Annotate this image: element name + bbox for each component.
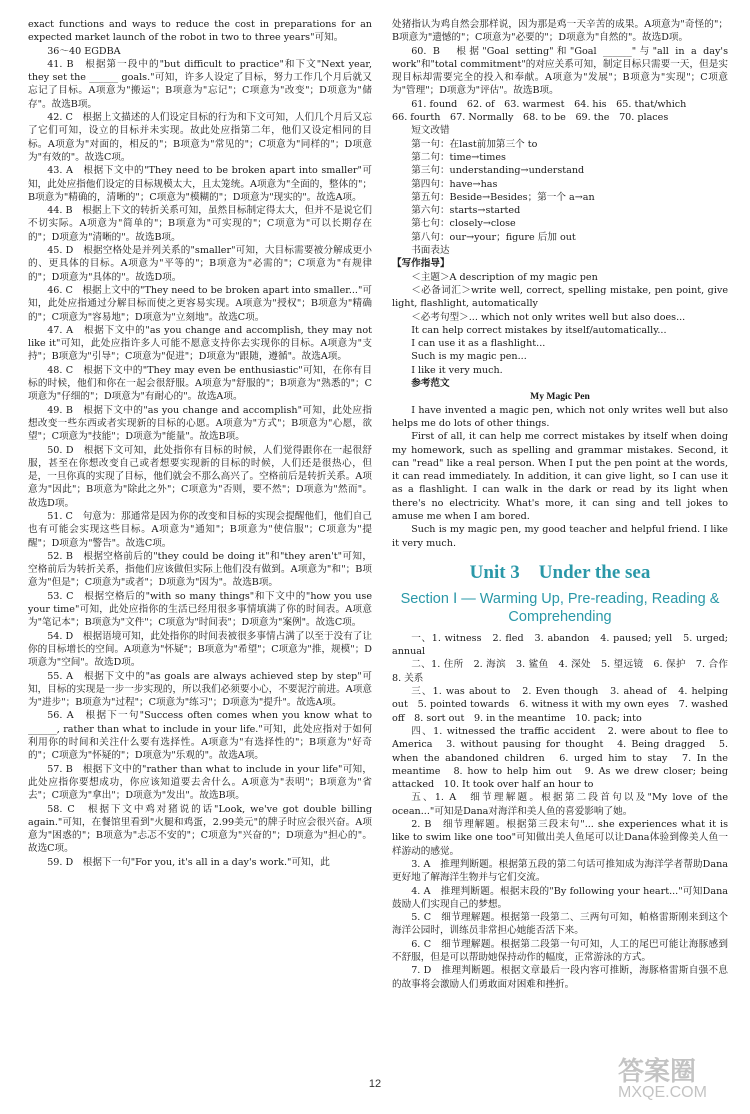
answer-paragraph: 参考范文 [411, 378, 450, 390]
answer-paragraph: 49. B 根据下文中的"as you change and accomplish"可知，此处应指想改变一些东西或者实现新的目标的心愿。A项意为"方式"；B项意为"心愿，欲望"；C项意为"技能"；D项意为"能量"。故选B项。 [28, 404, 372, 443]
answer-paragraph: 48. C 根据下文中的"They may even be enthusiastic"可知，在你有目标的时候，他们和你在一起会很舒服。A项意为"舒服的"；B项意为"熟悉的"；C项意为"仔细的"；D项意为"有耐心的"。故选A项。 [28, 364, 372, 403]
answer-paragraph: 三、1. was about to 2. Even though 3. ahead of 4. helping out 5. pointed towards 6. witness it with my own eyes 7. washed off 8. sort out 9. in the meantime 10. pack; into [392, 686, 728, 724]
answer-paragraph: I can use it as a flashlight... [411, 338, 546, 350]
answer-paragraph: 54. D 根据语境可知，此处指你的时间表被很多事情占满了以至于没有了让你的目标增长的空间。A项意为"怀疑"；B项意为"希望"；C项意为"推，规模"；D项意为"空间"。故选D项。 [28, 630, 372, 669]
answer-paragraph: 7. D 推理判断题。根据文章最后一段内容可推断，海豚格雷斯自强不息的故事将会激励人们勇敢面对困难和挫折。 [392, 965, 728, 990]
answer-paragraph: 50. D 根据下文可知，此处指你有目标的时候，人们觉得跟你在一起很舒服，甚至在你想改变自己或者想要实现新的目标的时候，人们还是很热心，但是，一旦你真的实现了目标，他们就会不那么高兴了。空格前后是转折关系。A项意为"因此"；B项意为"除此之外"；C项意为"否则，要不然"；D项意为"然而"。故选D项。 [28, 444, 372, 509]
answer-paragraph: 第七句：closely→close [411, 218, 516, 230]
answer-paragraph: 56. A 根据下一句"Success often comes when you know what to ______, rather than what to include in your life."可知，此处应指对于如何利用你的时间和关注什么要有选择性。A项意为"有选择性的"；B项意为"好奇的"；C项意为"怀疑的"；D项意为"乐观的"。故选A项。 [28, 710, 372, 762]
answer-paragraph: 36～40 EGDBA [47, 45, 121, 57]
right-column [392, 18, 738, 991]
answer-paragraph: 58. C 根据下文中鸡对猪说的话"Look, we've got double billing again."可知，在餐馆里看到"火腿和鸡蛋，2.99美元"的牌子时应会很兴奋。A项意为"困惑的"；B项意为"忐忑不安的"；C项意为"兴奋的"；D项意为"担心的"。故选C项。 [28, 803, 372, 855]
page-number: 12 [368, 1078, 382, 1090]
answer-paragraph: ＜主题＞A description of my magic pen [411, 271, 598, 283]
answer-paragraph: 短文改错 [411, 125, 450, 137]
answer-paragraph: 57. B 根据下文中的"rather than what to include in your life"可知，此处应指你要想成功，你应该知道要去舍什么。A项意为"表明"；B项意为"省去"；C项意为"拿出"；D项意为"发出"。故选B项。 [28, 763, 372, 802]
essay-paragraph: First of all, it can help me correct mistakes by itself when doing my homework, such as spelling and grammar mistakes. Second, it can "read" like a real person. When I put the pen point at the words, it can read immediately. In addition, it can give light, so I can use it as a flashlight. I can walk in the dark or read by its light when there's no electricity. What's more, it can sing and tell jokes to amuse me when I am bored. [392, 431, 728, 522]
answer-paragraph: Such is my magic pen... [411, 351, 527, 363]
answer-paragraph: 第二句：time→times [411, 151, 506, 163]
answer-paragraph: 44. B 根据上下文的转折关系可知，虽然目标制定得太大，但并不是说它们不切实际。A项意为"简单的"；B项意为"可实现的"；C项意为"可以长期存在的"；D项意为"清晰的"。故选B项。 [28, 205, 372, 243]
answer-paragraph: 61. found 62. of 63. warmest 64. his 65. that/which [411, 98, 687, 110]
answer-paragraph: 60. B 根据"Goal setting"和"Goal ______"与"all in a day's work"和"total commitment"的对应关系可知，制定目标只需要一天，但是实现目标却需要完全的投入和奉献。A项意为"发展"；B项意为"实现"；C项意为"管理"；D项意为"评估"。故选B项。 [392, 45, 728, 97]
answer-paragraph: 6. C 细节理解题。根据第二段第一句可知，人工的尾巴可能让海豚感到不舒服，但是可以帮助她保持动作的幅度，正常游泳的方式。 [392, 938, 728, 963]
answer-paragraph: 55. A 根据下文中的"as goals are always achieved step by step"可知，目标的实现是一步一步实现的，所以我们必须要小心，不要泥泞前进。A项意为"进步"；B项意为"过程"；C项意为"练习"；D项意为"提升"。故选A项。 [28, 670, 372, 709]
answer-paragraph: 45. D 根据空格处是并列关系的"smaller"可知，大目标需要被分解成更小的、更具体的目标。A项意为"平等的"；B项意为"必需的"；C项意为"有规律的"；D项意为"具体的"。故选D项。 [28, 245, 372, 283]
watermark-line1: 答案圈 [618, 1056, 697, 1086]
watermark-logo [618, 1058, 736, 1108]
answer-paragraph: exact functions and ways to reduce the cost in preparations for an expected market launch of the robot in two to three years"可知。 [28, 19, 372, 44]
answer-paragraph: I like it very much. [411, 364, 503, 376]
answer-paragraph: 处猪指认为鸡自然会那样说，因为那是鸡一天辛苦的成果。A项意为"奇怪的"；B项意为"遗憾的"；C项意为"必要的"；D项意为"自然的"。故选D项。 [392, 19, 728, 44]
answer-paragraph: 第八句：our→your；figure 后加 out [411, 231, 576, 243]
answer-paragraph: 52. B 根据空格前后的"they could be doing it"和"they aren't"可知，空格前后为转折关系，指他们应该做但实际上他们没有做到。A项意为"和"；B项意为"但是"；C项意为"或者"；D项意为"因为"。故选B项。 [28, 550, 372, 589]
unit-title: Unit 3 Under the sea [469, 561, 651, 583]
answer-paragraph: 【写作指导】 [392, 258, 450, 270]
answer-paragraph: 第一句：在last前加第三个 to [411, 138, 538, 150]
answer-paragraph: 2. B 细节理解题。根据第三段末句"... she experiences what it is like to swim like one too"可知做出美人鱼尾可以让Dana体验到像美人鱼一样游动的感觉。 [392, 819, 728, 857]
answer-paragraph: 59. D 根据下一句"For you, it's all in a day's work."可知，此 [47, 856, 330, 868]
answer-paragraph: ＜必考句型＞... which not only writes well but also does... [411, 311, 686, 323]
answer-paragraph: 四、1. witnessed the traffic accident 2. were about to flee to America 3. without pausing for thought 4. Being dragged 5. when the abandoned children 6. urged him to stay 7. In the meantime 8. how to help him out 9. As we drew closer; being attacked 10. It took over half an hour to [392, 725, 728, 791]
essay-paragraph: Such is my magic pen, my good teacher and helpful friend. I like it very much. [392, 524, 728, 549]
answer-paragraph: 一、1. witness 2. fled 3. abandon 4. paused; yell 5. urged; annual [392, 632, 728, 658]
answer-paragraph: 第六句：starts→started [411, 205, 521, 217]
answer-paragraph: 4. A 推理判断题。根据末段的"By following your heart..."可知Dana鼓励人们实现自己的梦想。 [392, 885, 728, 910]
unit3-answers [392, 632, 738, 991]
answer-paragraph: 53. C 根据空格后的"with so many things"和下文中的"how you use your time"可知，此处应指你的生活已经用很多事情填满了你的时间表。A项意为"笔记本"；B项意为"文件"；C项意为"时间表"；D项意为"案例"。故选C项。 [28, 590, 372, 629]
answer-paragraph: 第三句：understanding→understand [411, 165, 585, 177]
answer-paragraph: 66. fourth 67. Normally 68. to be 69. the 70. places [392, 112, 669, 124]
answer-paragraph: 51. C 句意为：那通常是因为你的改变和目标的实现会提醒他们，他们自己也有可能会实现这些目标。A项意为"通知"；B项意为"使信服"；C项意为"提醒"；D项意为"警告"。故选C项。 [28, 510, 372, 549]
answer-paragraph: 二、1. 住所 2. 海滨 3. 鲨鱼 4. 深处 5. 望远镜 6. 保护 7. 合作 8. 关系 [392, 659, 738, 684]
section-title: Section Ⅰ — Warming Up, Pre-reading, Reading & Comprehending [400, 590, 720, 625]
answer-paragraph: 41. B 根据第一段中的"but difficult to practice"和下文"Next year, they set the ______ goals."可知，许多人设定了目标，努力工作几个月后就又忘记了目标。A项意为"搬运"；B项意为"忘记"；C项意为"改变"；D项意为"储存"。故选B项。 [28, 58, 372, 110]
answer-paragraph: 第五句：Beside→Besides；第一个 a→an [411, 191, 595, 203]
essay-body [392, 404, 728, 550]
left-column [28, 18, 372, 869]
watermark-line2: MXQE.COM [618, 1084, 707, 1101]
answer-paragraph: It can help correct mistakes by itself/automatically... [411, 324, 667, 336]
answer-paragraph: 3. A 推理判断题。根据第五段的第二句话可推知成为海洋学者帮助Dana更好地了解海洋生物并与它们交流。 [392, 858, 728, 884]
answer-paragraph: 43. A 根据下文中的"They need to be broken apart into smaller"可知，此处应指他们设定的目标规模太大，且太笼统。A项意为"全面的，整体的"；B项意为"精确的，清晰的"；C项意为"模糊的"；D项意为"现实的"。故选A项。 [28, 165, 372, 203]
answer-paragraph: 47. A 根据下文中的"as you change and accomplish, they may not like it"可知，此处应指许多人可能不愿意支持你去实现你的目标。A项意为"支持"；B项意为"引导"；C项意为"促进"；D项意为"跟随，遵循"。故选A项。 [28, 324, 372, 363]
answer-paragraph: 46. C 根据上文中的"They need to be broken apart into smaller..."可知，此处应指通过分解目标而使之更容易实现。A项意为"授权"；B项意为"精确的"；C项意为"容易地"；D项意为"立刻地"。故选C项。 [28, 284, 372, 323]
answer-paragraph: 42. C 根据上文描述的人们设定目标的行为和下文可知，人们几个月后又忘了它们可知，设立的目标并未实现。故此处应指第二年，他们又设定相同的目标。A项意为"对面的，相反的"；B项意为"常见的"；C项意为"同样的"；D项意为"有效的"。故选C项。 [28, 112, 372, 163]
answer-paragraph: 5. C 细节理解题。根据第一段第二、三两句可知，帕格雷斯刚来到这个海洋公园时，训练员非常担心她能否活下来。 [392, 912, 728, 937]
answer-paragraph: 五、1. A 细节理解题。根据第二段首句以及"My love of the ocean..."可知是Dana对海洋和美人鱼的喜爱影响了她。 [392, 792, 728, 817]
essay-title: My Magic Pen [530, 391, 590, 403]
answer-key-continued [392, 18, 728, 390]
answer-paragraph: 第四句：have→has [411, 178, 498, 190]
answer-paragraph: ＜必备词汇＞write well, correct, spelling mistake, pen point, give light, flashlight, automatically [392, 284, 728, 310]
answer-paragraph: 书面表达 [411, 245, 450, 257]
essay-paragraph: I have invented a magic pen, which not only writes well but also helps me do lots of other things. [392, 404, 728, 429]
